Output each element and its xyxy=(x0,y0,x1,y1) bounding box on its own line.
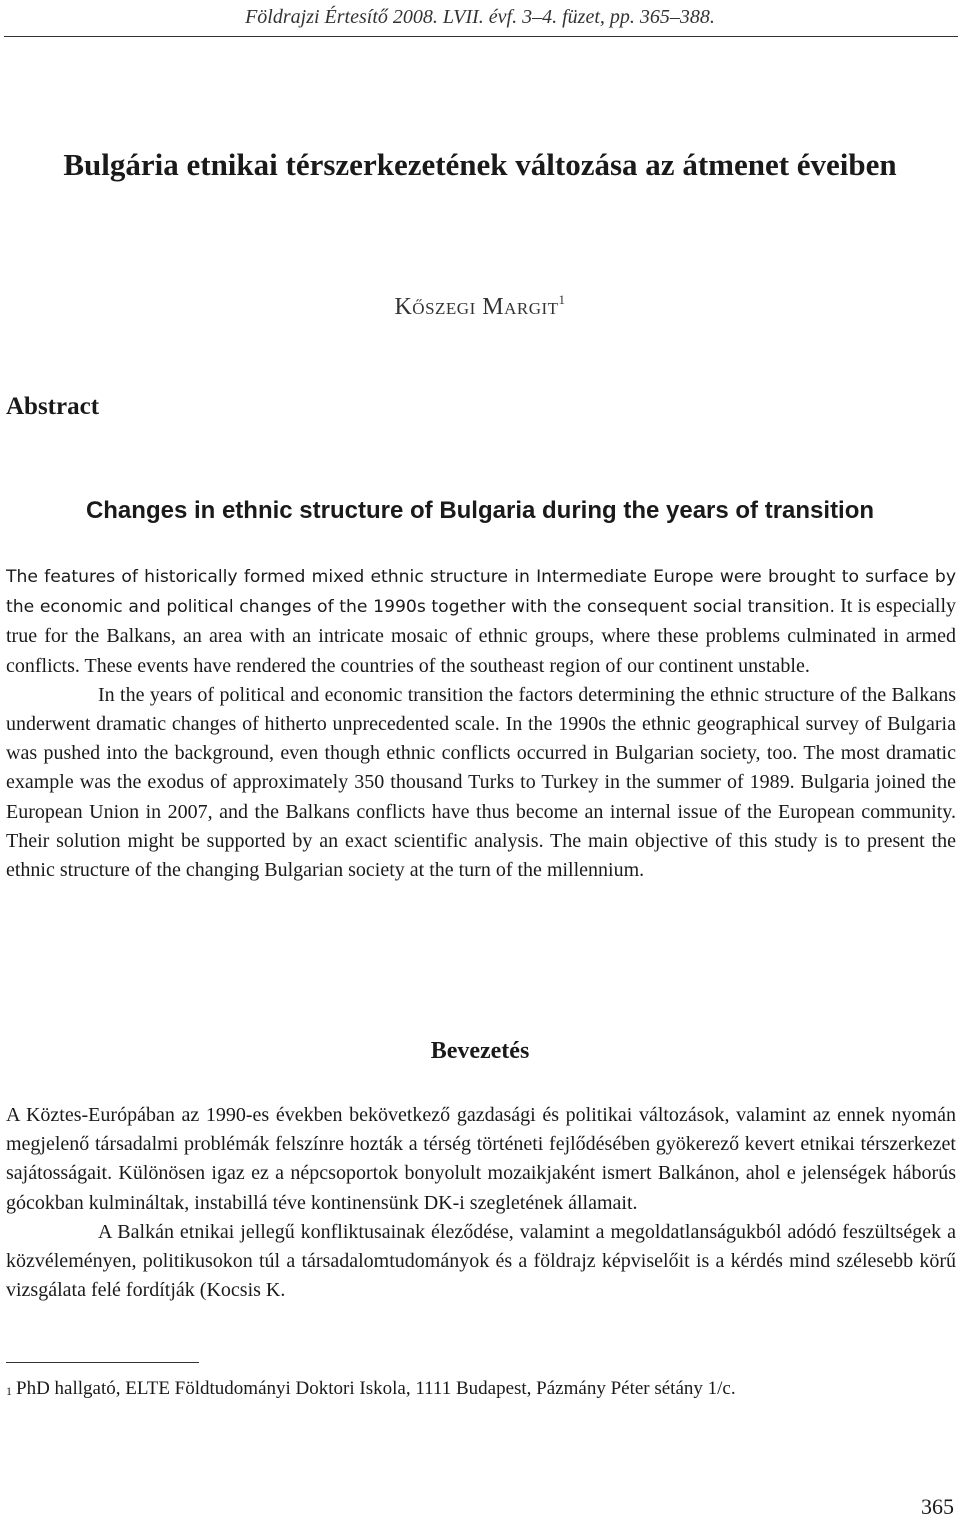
author-footnote-mark: 1 xyxy=(558,292,566,307)
author-line xyxy=(0,294,960,321)
author-name: Kőszegi Margit xyxy=(394,294,559,320)
header-rule xyxy=(4,36,958,37)
abstract-body xyxy=(6,562,956,885)
footnote xyxy=(6,1374,956,1403)
abstract-paragraph-2: In the years of political and economic transition the factors determining the ethnic structure of the Balkans underwent dramatic changes of hitherto unprecedented scale. In the 1990s the ethnic geographical survey of Bulgaria was pushed into the background, even though ethnic conflicts occurred in Bulgarian society, too. The most dramatic example was the exodus of approximately 350 thousand Turks to Turkey in the summer of 1989. Bulgaria joined the European Union in 2007, and the Balkans conflicts have thus become an internal issue of the European community. Their solution might be supported by an exact scientific analysis. The main objective of this study is to present the ethnic structure of the changing Bulgarian society at the turn of the millennium. xyxy=(6,683,956,882)
running-head: Földrajzi Értesítő 2008. LVII. évf. 3–4. füzet, pp. 365–388. xyxy=(245,6,715,28)
footnote-text: PhD hallgató, ELTE Földtudományi Doktori Iskola, 1111 Budapest, Pázmány Péter sétány 1/c. xyxy=(16,1378,736,1399)
section-heading-introduction: Bevezetés xyxy=(430,1038,530,1064)
abstract-paragraph-1-b: It is especially true for the Balkans, an area with an intricate mosaic of ethnic groups, where these problems culminated in armed conflicts. These events have rendered the countries of the southeast region of our continent unstable. xyxy=(6,595,956,677)
footnote-mark: 1 xyxy=(6,1384,12,1398)
intro-paragraph-2: A Balkán etnikai jellegű konfliktusainak éleződése, valamint a megoldatlanságukból adódó feszültségek a közvéleményen, politikusokon túl a társadalomtudományok és a földrajz képviselőit is a kérdés mind szélesebb körű vizsgálata felé fordítják (Kocsis K. xyxy=(6,1220,956,1302)
page-number: 365 xyxy=(921,1494,954,1519)
article-title: Bulgária etnikai térszerkezetének változása az átmenet éveiben xyxy=(63,147,897,182)
intro-paragraph-1: A Köztes-Európában az 1990-es években bekövetkező gazdasági és politikai változások, valamint az ennek nyomán megjelenő társadalmi problémák felszínre hozták a térség történeti fejlődésében gyökerező kevert etnikai térszerkezet sajátosságait. Különösen igaz ez a népcsoportok bonyolult mozaikjaként ismert Balkánon, ahol e jelenségek háborús gócokban kulmináltak, instabillá téve kontinensünk DK-i szegletének államait. xyxy=(6,1104,956,1214)
introduction-body xyxy=(6,1101,956,1305)
abstract-title: Changes in ethnic structure of Bulgaria during the years of transition xyxy=(85,497,875,524)
abstract-paragraph-1-a: The features of historically formed mixed ethnic structure in Intermediate Europe were brought to surface by the economic and political changes of the 1990s together with the consequent social transition. xyxy=(6,567,956,618)
footnote-rule xyxy=(6,1362,199,1363)
abstract-paragraph-1 xyxy=(6,562,956,681)
abstract-heading: Abstract xyxy=(6,393,100,420)
